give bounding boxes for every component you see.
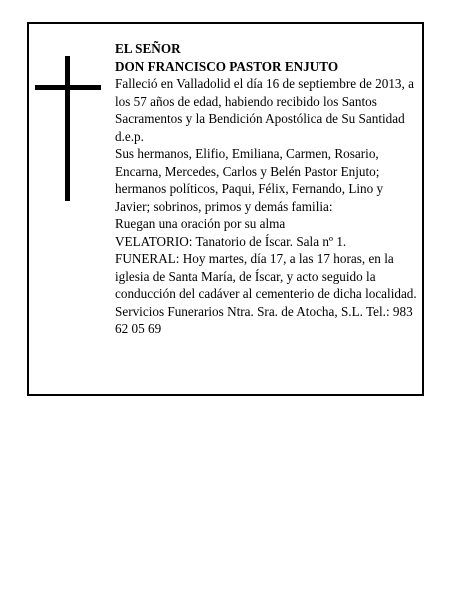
cross-icon — [35, 56, 101, 201]
heading-title: EL SEÑOR — [115, 41, 181, 56]
prayer-line: Ruegan una oración por su alma — [115, 216, 286, 231]
notice-text — [115, 40, 420, 338]
obituary-notice — [27, 22, 424, 396]
cross-horizontal-bar — [35, 85, 101, 90]
deceased-name: DON FRANCISCO PASTOR ENJUTO — [115, 58, 339, 74]
rip-line: d.e.p. — [115, 128, 144, 144]
family-paragraph: Sus hermanos, Elifio, Emiliana, Carmen, Rosario, Encarna, Mercedes, Carlos y Belén Pastor Enjuto; hermanos políticos, Paqui, Félix, Fernando, Lino y Javier; sobrinos, primos y demás familia: — [115, 146, 384, 214]
cross-vertical-bar — [65, 56, 70, 201]
wake-line: VELATORIO: Tanatorio de Íscar. Sala nº 1. — [115, 233, 347, 249]
death-paragraph: Falleció en Valladolid el día 16 de septiembre de 2013, a los 57 años de edad, habiendo recibido los Santos Sacramentos y la Bendición Apostólica de Su Santidad — [115, 76, 414, 126]
funeral-services-line: Servicios Funerarios Ntra. Sra. de Atocha, S.L. Tel.: 983 62 05 69 — [115, 303, 413, 336]
funeral-paragraph: FUNERAL: Hoy martes, día 17, a las 17 horas, en la iglesia de Santa María, de Íscar, y acto seguido la conducción del cadáver al cementerio de dicha localidad. — [115, 251, 417, 301]
